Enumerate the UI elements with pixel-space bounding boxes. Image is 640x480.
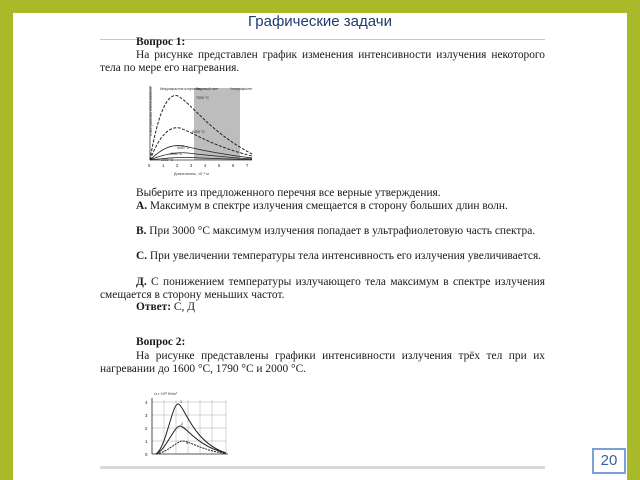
curve-1 <box>156 404 226 454</box>
grid <box>152 400 226 454</box>
slide-title: Графические задачи <box>248 13 392 30</box>
question2-heading: Вопрос 2: <box>136 336 186 348</box>
curve-label-2: 2 <box>181 422 184 426</box>
x-tick: 6 <box>232 163 235 168</box>
region-label-visible: Видимый свет <box>196 87 219 91</box>
region-label-ir: Инфракрасное излучение <box>160 87 201 91</box>
curve-2 <box>156 426 226 454</box>
y-tick: 3 <box>145 413 148 418</box>
fig1-ylabel: Спектральная интенсивность <box>149 86 153 136</box>
curve-label-1: 1 <box>180 400 183 404</box>
x-tick-labels <box>148 163 249 168</box>
curve-label-4000: 4000 °C <box>170 152 183 156</box>
y-tick: 1 <box>145 439 148 444</box>
y-tick: 0 <box>145 452 148 457</box>
region-label-uv: Ультрафиолет <box>230 87 253 91</box>
three-bodies-figure <box>140 390 240 468</box>
x-tick: 2 <box>176 163 179 168</box>
question1-intro: На рисунке представлен график изменения интенсивности излучения некоторого тела по мере его нагревания. <box>100 49 545 74</box>
curve-label-6000: 6000 °C <box>192 130 206 134</box>
x-tick: 1 <box>162 163 165 168</box>
fig2-ylabel: rλ,т·10¹¹ Вт/м³ <box>154 392 177 396</box>
x-tick: 7 <box>246 163 249 168</box>
question1-heading: Вопрос 1: <box>136 36 186 48</box>
y-tick-labels <box>145 400 148 457</box>
y-tick: 4 <box>145 400 148 405</box>
bottom-divider <box>100 466 545 469</box>
x-tick: 0 <box>148 163 151 168</box>
slide <box>13 13 627 480</box>
fig1-xlabel: Длина волны, 10⁻⁶ м <box>174 172 209 176</box>
curve-label-7000: 7000 °C <box>196 96 210 100</box>
curve-label-5000: 5000 °C <box>177 146 190 150</box>
x-tick: 3 <box>190 163 193 168</box>
question1-prompt: Выберите из предложенного перечня все верные утверждения. <box>136 187 441 199</box>
option-c: С. При увеличении температуры тела интенсивность его излучения увеличивается. <box>136 250 542 262</box>
option-d: Д. С понижением температуры излучающего тела максимум в спектре излучения смещается в сторону меньших частот. <box>100 276 545 301</box>
question2-intro: На рисунке представлены графики интенсивности излучения трёх тел при их нагревании до 1600 °С, 1790 °С и 2000 °С. <box>100 350 545 375</box>
x-tick: 4 <box>204 163 207 168</box>
option-b: В. При 3000 °С максимум излучения попадает в ультрафиолетовую часть спектра. <box>136 225 536 237</box>
x-tick: 5 <box>218 163 221 168</box>
page-number-badge: 20 <box>592 448 626 474</box>
option-a: А. Максимум в спектре излучения смещается в сторону больших длин волн. <box>136 200 508 212</box>
curve-label-3000: 3000 °C <box>161 158 174 162</box>
y-tick: 2 <box>145 426 148 431</box>
intensity-wavelength-figure <box>140 82 256 180</box>
curve-label-3: 3 <box>186 441 189 445</box>
question1-answer: Ответ: С, Д <box>136 301 195 313</box>
